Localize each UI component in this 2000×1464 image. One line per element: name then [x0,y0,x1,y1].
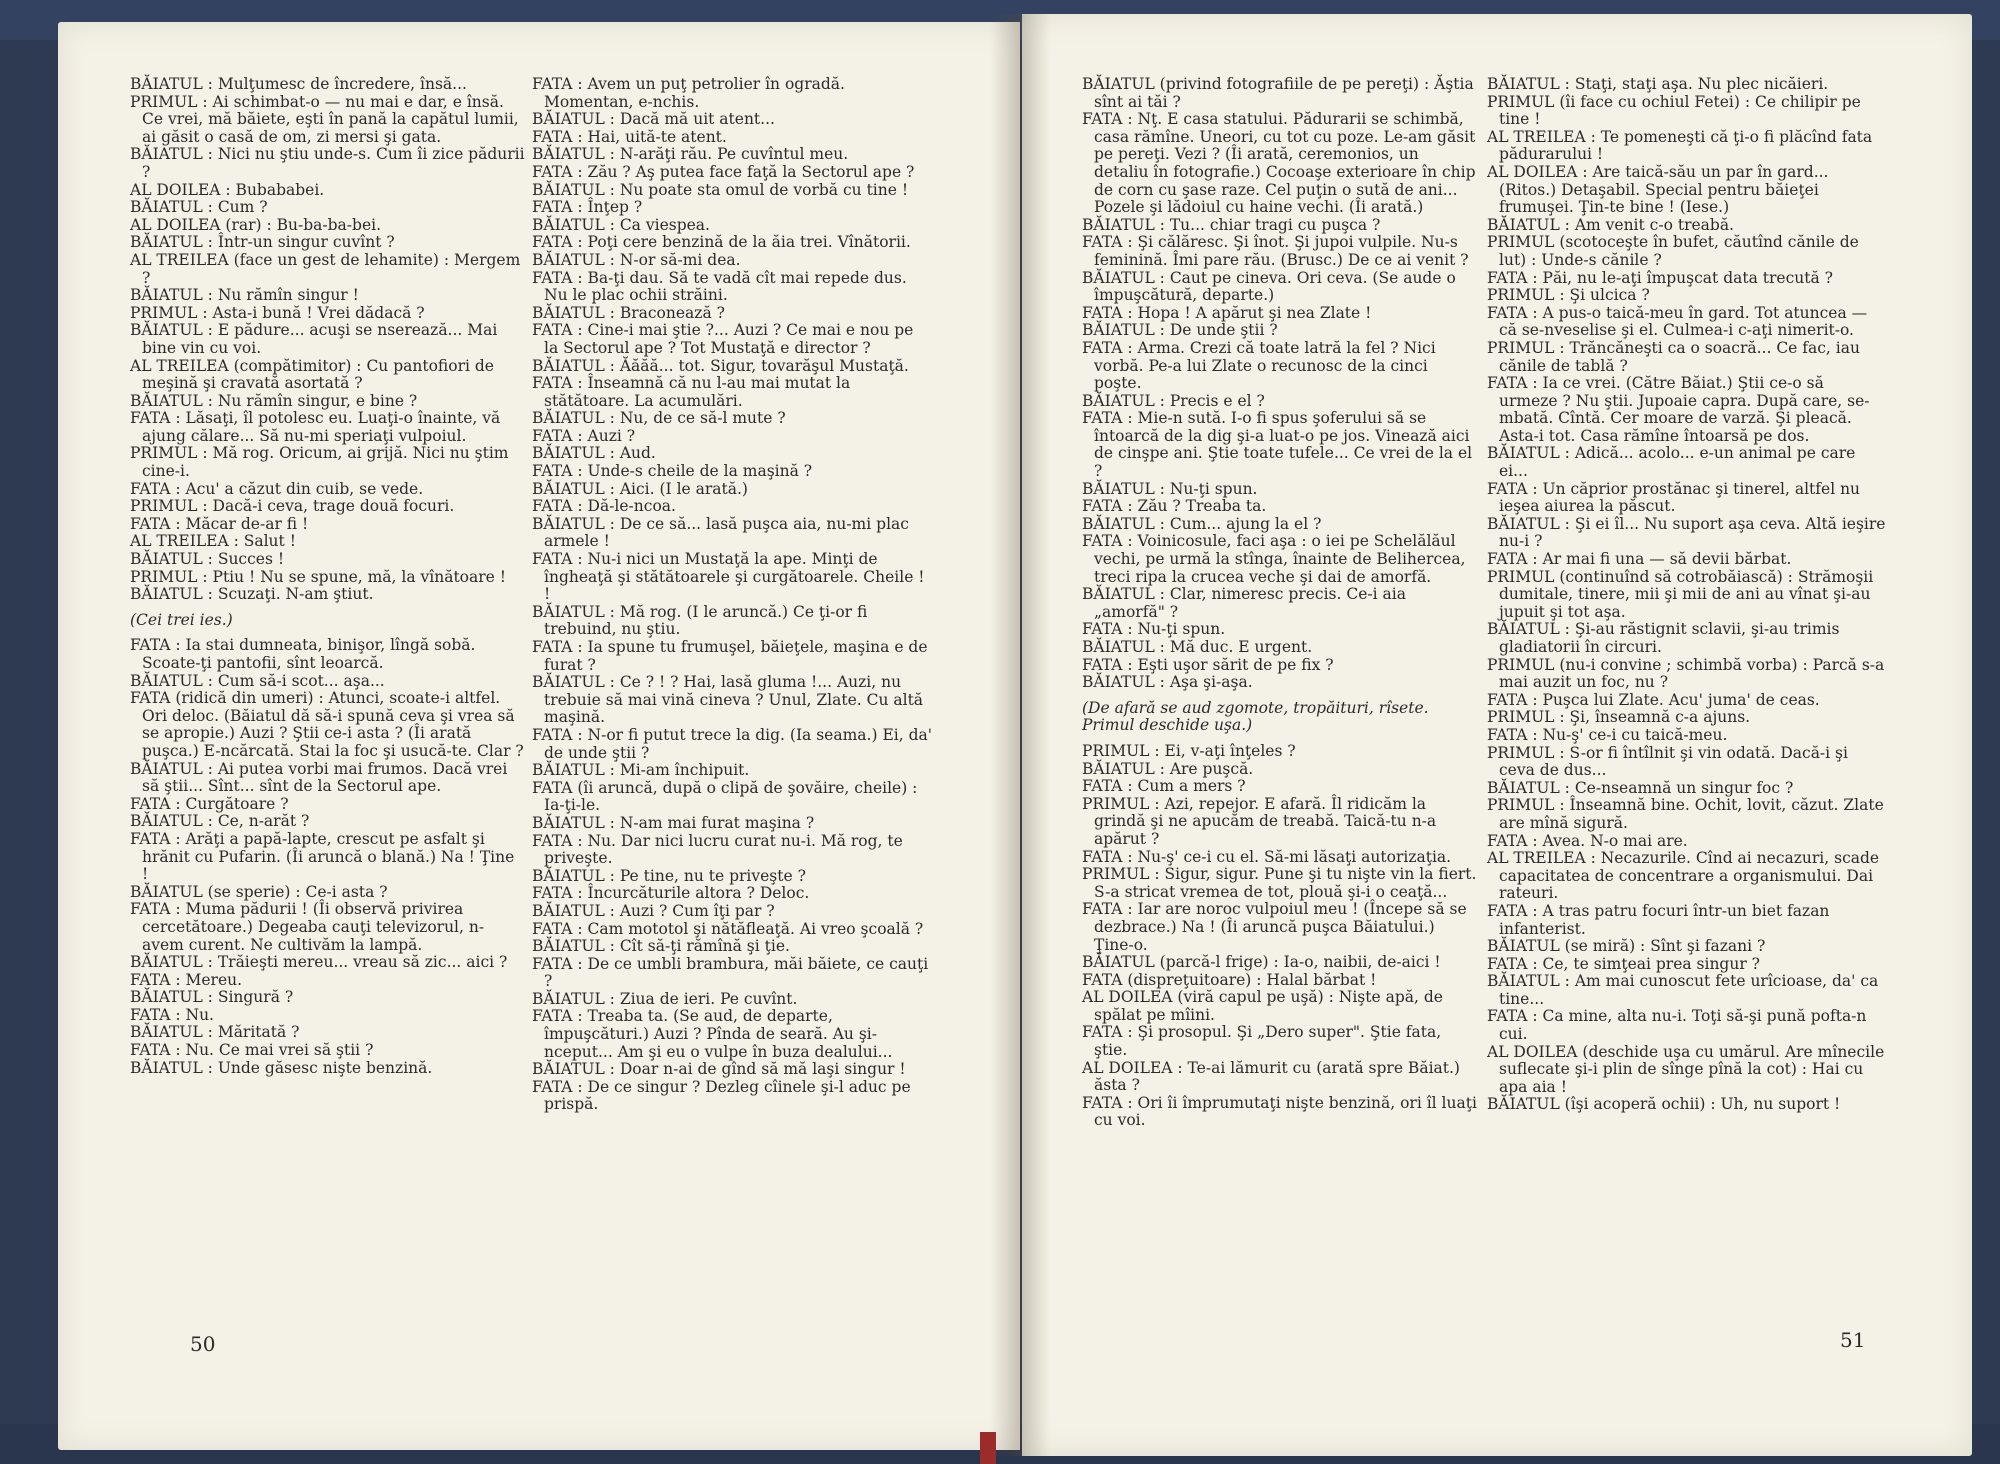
dialogue-line: BĂIATUL (îşi acoperă ochii) : Uh, nu suport ! [1487,1095,1841,1114]
dialogue-line: BĂIATUL : Braconează ? [532,303,725,322]
bookmark-ribbon [980,1432,996,1464]
dialogue-line: BĂIATUL : Cum... ajung la el ? [1082,514,1322,533]
page-number-right: 51 [1840,1328,1866,1352]
dialogue-line: AL DOILEA : Are taică-său un par în gard... (Ritos.) Detaşabil. Special pentru băieţei frumuşei. Ţin-te bine ! (Iese.) [1487,162,1829,217]
dialogue-line: AL TREILEA : Salut ! [130,532,296,551]
dialogue-line: BĂIATUL (se sperie) : Ce-i asta ? [130,882,388,901]
dialogue-line: BĂIATUL : Precis e el ? [1082,391,1265,410]
dialogue-line: BĂIATUL : De ce să... lasă puşca aia, nu-mi plac armele ! [532,514,909,551]
dialogue-line: PRIMUL : Sigur, sigur. Pune şi tu nişte vin la fiert. S-a stricat vremea de tot, plouă şi-i o ceaţă... [1082,865,1477,901]
dialogue-line: FATA : Încurcăturile altora ? Deloc. [532,884,810,903]
dialogue-line: BĂIATUL : Mă rog. (I le aruncă.) Ce ţi-or fi trebuind, nu ştiu. [532,602,868,639]
dialogue-line: BĂIATUL : N-am mai furat maşina ? [532,813,815,832]
dialogue-line: BĂIATUL : Ca viespea. [532,215,710,234]
dialogue-line: PRIMUL : Şi ulcica ? [1487,286,1650,305]
dialogue-line: PRIMUL : S-or fi întîlnit şi vin odată. Dacă-i şi ceva de dus... [1487,743,1848,780]
dialogue-line: FATA : Ia stai dumneata, binişor, lîngă sobă. Scoate-ţi pantofii, sînt leoarcă. [130,636,476,672]
dialogue-line: FATA : Înţep ? [532,198,643,217]
dialogue-line: FATA : Poţi cere benzină de la ăia trei. Vînătorii. [532,233,911,252]
dialogue-line: FATA : Cine-i mai ştie ?... Auzi ? Ce mai e nou pe la Sectorul ape ? Tot Mustaţă e director ? [532,321,914,357]
dialogue-line: AL DOILEA (viră capul pe uşă) : Nişte apă, de spălat pe mîini. [1082,988,1443,1024]
dialogue-line: BĂIATUL : Ce-nseamnă un singur foc ? [1487,778,1794,797]
dialogue-line: AL DOILEA (deschide uşa cu umărul. Are mînecile suflecate şi-i plin de sînge pînă la cot) : Hai cu apa aia ! [1487,1042,1885,1096]
dialogue-line: FATA : Dă-le-ncoa. [532,497,676,516]
dialogue-line: BĂIATUL : Unde găsesc nişte benzină. [130,1058,433,1077]
dialogue-line: FATA : Nu-ţi spun. [1082,620,1226,639]
dialogue-line: FATA : Arăţi a papă-lapte, crescut pe asfalt şi hrănit cu Pufarin. (Îi aruncă o blană.) Na ! Ţine ! [130,829,515,884]
dialogue-line: FATA : Auzi ? [532,426,636,445]
dialogue-line: FATA : Eşti uşor sărit de pe fix ? [1082,655,1334,674]
dialogue-line: FATA : Ar mai fi una — să devii bărbat. [1487,550,1792,569]
dialogue-line: FATA : Arma. Crezi că toate latră la fel ? Nici vorbă. Pe-a lui Zlate o recunosc de la cinci poşte. [1082,338,1436,393]
dialogue-line: FATA : Acu' a căzut din cuib, se vede. [130,479,424,498]
dialogue-line: FATA : Muma pădurii ! (Îi observă privirea cercetătoare.) Degeaba cauţi televizorul, n-avem curent. Ne cultivăm la lampă. [130,900,485,954]
dialogue-line: FATA : Ce, te simţeai prea singur ? [1487,954,1760,973]
dialogue-line: FATA : Hai, uită-te atent. [532,127,727,146]
dialogue-line: FATA : Lăsaţi, îl potolesc eu. Luaţi-o înainte, vă ajung călare... Să nu-mi speriaţi vulpoiul. [130,409,501,445]
dialogue-line: AL TREILEA (compătimitor) : Cu pantofiori de meşină şi cravată asortată ? [130,356,494,393]
dialogue-line: BĂIATUL : Doar n-ai de gînd să mă laşi singur ! [532,1060,906,1079]
dialogue-line: FATA : Avea. N-o mai are. [1487,831,1688,850]
dialogue-line: FATA : Şi călăresc. Şi înot. Şi jupoi vulpile. Nu-s feminină. Îmi pare rău. (Brusc.) De ce ai venit ? [1082,233,1469,269]
dialogue-line: AL TREILEA (face un gest de lehamite) : Mergem ? [130,250,521,287]
dialogue-line: BĂIATUL : Adică... acolo... e-un animal pe care ei... [1487,444,1856,481]
dialogue-line: BĂIATUL : Şi ei îl... Nu suport aşa ceva. Altă ieşire nu-i ? [1487,514,1886,551]
dialogue-line: BĂIATUL : Auzi ? Cum îţi par ? [532,901,775,920]
dialogue-line: FATA : N-or fi putut trece la dig. (Ia seama.) Ei, da' de unde ştii ? [532,725,932,762]
dialogue-line: FATA : Unde-s cheile de la maşină ? [532,462,813,481]
dialogue-line: PRIMUL : Azi, repejor. E afară. Îl ridicăm la grindă şi ne apucăm de treabă. Taică-tu n-a apărut ? [1082,794,1437,848]
dialogue-line: PRIMUL (nu-i convine ; schimbă vorba) : Parcă s-a mai auzit un foc, nu ? [1487,655,1885,692]
dialogue-line: AL DOILEA : Bubababei. [130,180,325,199]
dialogue-line: FATA : A pus-o taică-meu în gard. Tot atuncea — că se-nveselise şi el. Culmea-i c-aţi nimerit-o. [1487,303,1868,340]
dialogue-line: FATA : Avem un puţ petrolier în ogradă. Momentan, e-nchis. [532,75,845,111]
dialogue-line: BĂIATUL : Tu... chiar tragi cu puşca ? [1082,215,1381,234]
dialogue-line: FATA : Un căprior prostănac şi tinerel, altfel nu ieşea aiurea la păscut. [1487,479,1861,516]
dialogue-line: BĂIATUL : Nici nu ştiu unde-s. Cum îi zice pădurii ? [130,145,525,181]
dialogue-line: BĂIATUL : Şi-au răstignit sclavii, şi-au trimis gladiatorii în circuri. [1487,620,1840,656]
dialogue-line: BĂIATUL : Singură ? [130,988,294,1007]
dialogue-line: FATA : De ce singur ? Dezleg cîinele şi-l aduc pe prispă. [532,1077,911,1114]
dialogue-line: FATA : Zău ? Aş putea face faţă la Sectorul ape ? [532,162,915,181]
dialogue-line: BĂIATUL : Dacă mă uit atent... [532,110,775,129]
dialogue-line: FATA : Nu-ş' ce-i cu taică-meu. [1487,725,1728,744]
dialogue-line: PRIMUL (îi face cu ochiul Fetei) : Ce chilipir pe tine ! [1487,92,1861,129]
dialogue-line: PRIMUL : Mă rog. Oricum, ai grijă. Nici nu ştim cine-i. [130,444,509,481]
dialogue-line: FATA (îi aruncă, după o clipă de şovăire, cheile) : Ia-ţi-le. [532,778,918,815]
dialogue-line: BĂIATUL : Ce, n-arăt ? [130,812,310,831]
dialogue-line: BĂIATUL : Cît să-ţi rămînă şi ţie. [532,937,790,956]
dialogue-line: BĂIATUL : Mulţumesc de încredere, însă... [130,75,467,93]
dialogue-line: BĂIATUL : Într-un singur cuvînt ? [130,233,395,252]
dialogue-line: BĂIATUL (privind fotografiile de pe pereţi) : Ăştia sînt ai tăi ? [1082,75,1474,111]
dialogue-line: BĂIATUL : Nu-ţi spun. [1082,479,1258,498]
dialogue-line: FATA : Nu. Ce mai vrei să ştii ? [130,1041,374,1060]
dialogue-line: BĂIATUL : Ziua de ieri. Pe cuvînt. [532,989,798,1008]
dialogue-line: FATA : A tras patru focuri într-un biet fazan infanterist. [1487,901,1830,938]
dialogue-line: BĂIATUL : Ăăăă... tot. Sigur, tovarăşul Mustaţă. [532,356,909,375]
dialogue-line: BĂIATUL : Nu rămîn singur, e bine ? [130,391,418,410]
dialogue-line: FATA : De ce umbli brambura, măi băiete, ce cauţi ? [532,954,929,991]
dialogue-line: FATA : Nu. [130,1005,214,1024]
dialogue-line: BĂIATUL : Aud. [532,444,656,463]
dialogue-line: PRIMUL (scotoceşte în bufet, căutînd cănile de lut) : Unde-s cănile ? [1487,233,1859,269]
right-page-column-2 [1487,76,1887,1114]
dialogue-line: BĂIATUL : De unde ştii ? [1082,321,1278,340]
dialogue-line: BĂIATUL : Clar, nimeresc precis. Ce-i aia „amorfă" ? [1082,585,1406,621]
dialogue-line: FATA : Înseamnă că nu l-au mai mutat la stătătoare. La acumulări. [532,374,851,410]
dialogue-line: BĂIATUL : Pe tine, nu te priveşte ? [532,866,806,885]
dialogue-line: PRIMUL : Ptiu ! Nu se spune, mă, la vînătoare ! [130,567,506,586]
dialogue-line: BĂIATUL : Cum să-i scot... aşa... [130,671,385,690]
dialogue-line: FATA : Nu-i nici un Mustaţă la ape. Minţi de îngheaţă şi stătătoarele şi curgătoarele. Cheile ! ! [532,550,925,604]
dialogue-line: PRIMUL : Înseamnă bine. Ochit, lovit, căzut. Zlate are mînă sigură. [1487,796,1884,832]
dialogue-line: FATA : Mereu. [130,970,243,989]
dialogue-line: FATA (ridică din umeri) : Atunci, scoate-i altfel. Ori deloc. (Băiatul dă să-i spună ceva şi vrea să se apropie.) Auzi ? Ştii ce-i asta ? (Îi arată puşca.) E-ncărcată. Stai la foc şi usucă-te. Clar ? [130,689,524,760]
dialogue-line: FATA : Cam mototol şi nătăfleaţă. Ai vreo şcoală ? [532,919,924,938]
dialogue-line: BĂIATUL : Scuzaţi. N-am ştiut. [130,585,374,604]
dialogue-line: PRIMUL : Trăncăneşti ca o soacră... Ce fac, iau cănile de tablă ? [1487,338,1860,375]
dialogue-line: BĂIATUL : Mă duc. E urgent. [1082,638,1313,656]
dialogue-line: BĂIATUL : Măritată ? [130,1023,300,1042]
dialogue-line: BĂIATUL (parcă-l frige) : Ia-o, naibii, de-aici ! [1082,953,1441,972]
left-page-column-2 [532,76,932,1114]
dialogue-line: FATA (dispreţuitoare) : Halal bărbat ! [1082,970,1377,989]
dialogue-line: BĂIATUL : Nu poate sta omul de vorbă cu tine ! [532,180,909,199]
dialogue-line: FATA : Nu-ş' ce-i cu el. Să-mi lăsaţi autorizaţia. [1082,847,1452,866]
dialogue-line: BĂIATUL : Ce ? ! ? Hai, lasă gluma !... Auzi, nu trebuie să mai vină cineva ? Unul, Zlate. Cu altă maşină. [532,673,924,727]
dialogue-line: FATA : Iar are noroc vulpoiul meu ! (Începe să se dezbrace.) Na ! (Îi aruncă puşca Băiatului.) Ţine-o. [1082,900,1467,954]
dialogue-line: BĂIATUL : Cum ? [130,198,268,217]
dialogue-line: FATA : Mie-n sută. I-o fi spus şoferului să se întoarcă de la dig şi-a luat-o pe jos. Vinează aici de cinşpe ani. Ştie toate tufele... Ce vrei de la el ? [1082,409,1473,481]
dialogue-line: BĂIATUL : Trăieşti mereu... vreau să zic... aici ? [130,953,508,972]
dialogue-line: FATA : Nu. Dar nici lucru curat nu-i. Mă rog, te priveşte. [532,831,903,868]
dialogue-line: BĂIATUL : Aşa şi-aşa. [1082,673,1253,692]
left-page-column-1 [130,76,525,1077]
dialogue-line: AL TREILEA : Te pomeneşti că ţi-o fi plăcînd fata pădurarului ! [1487,127,1873,164]
dialogue-line: AL DOILEA (rar) : Bu-ba-ba-bei. [130,215,382,234]
page-number-left: 50 [190,1332,216,1356]
dialogue-line: FATA : Puşca lui Zlate. Acu' juma' de ceas. [1487,690,1820,709]
dialogue-line: FATA : Ca mine, alta nu-i. Toţi să-şi pună pofta-n cui. [1487,1007,1867,1044]
dialogue-line: BĂIATUL : Staţi, staţi aşa. Nu plec nicăieri. [1487,75,1829,93]
dialogue-line: FATA : Ia ce vrei. (Către Băiat.) Ştii ce-o să urmeze ? Nu ştii. Jupoaie capra. După care, se-mbată. Cîntă. Cer moare de varză. Şi pleacă. Asta-i tot. Casa rămîne întoarsă pe dos. [1487,374,1870,445]
dialogue-line: FATA : Cum a mers ? [1082,777,1246,796]
dialogue-line: FATA : Ba-ţi dau. Să te vadă cît mai repede dus. Nu le plac ochii străini. [532,268,907,305]
dialogue-line: BĂIATUL : N-arăţi rău. Pe cuvîntul meu. [532,145,849,164]
dialogue-line: FATA : Treaba ta. (Se aud, de departe, împuşcături.) Auzi ? Pînda de seară. Au şi-nceput... Am şi eu o vulpe în buza dealului... [532,1007,893,1061]
dialogue-line: (Cei trei ies.) [130,610,233,629]
dialogue-line: BĂIATUL : Succes ! [130,550,285,569]
dialogue-line: BĂIATUL : Mi-am închipuit. [532,761,750,780]
dialogue-line: FATA : Păi, nu le-aţi împuşcat data trecută ? [1487,268,1833,287]
dialogue-line: PRIMUL : Dacă-i ceva, trage două focuri. [130,497,455,516]
dialogue-line: BĂIATUL : Aici. (I le arată.) [532,479,748,498]
dialogue-line: FATA : Măcar de-ar fi ! [130,514,309,533]
dialogue-line: FATA : Hopa ! A apărut şi nea Zlate ! [1082,303,1372,322]
dialogue-line: FATA : Curgătoare ? [130,794,289,813]
dialogue-line: BĂIATUL (se miră) : Sînt şi fazani ? [1487,937,1766,956]
right-page-column-1 [1082,76,1477,1130]
dialogue-line: FATA : Zău ? Treaba ta. [1082,497,1267,516]
dialogue-line: BĂIATUL : E pădure... acuşi se nserează... Mai bine vin cu voi. [130,321,498,357]
dialogue-line: BĂIATUL : N-or să-mi dea. [532,250,741,269]
dialogue-line: AL TREILEA : Necazurile. Cînd ai necazuri, scade capacitatea de concentrare a organismului. Dai rateuri. [1487,849,1880,903]
dialogue-line: BĂIATUL : Am mai cunoscut fete urîcioase, da' ca tine... [1487,972,1879,1008]
dialogue-line: BĂIATUL : Are puşcă. [1082,759,1254,778]
dialogue-line: BĂIATUL : Ai putea vorbi mai frumos. Dacă vrei să ştii... Sînt... sînt de la Sectorul ape. [130,759,508,796]
dialogue-line: FATA : Ia spune tu frumuşel, băieţele, maşina e de furat ? [532,638,928,674]
dialogue-line: PRIMUL : Ai schimbat-o — nu mai e dar, e însă. Ce vrei, mă băiete, eşti în pană la capătul lumii, ai găsit o casă de om, zi mersi şi gata. [130,92,519,146]
dialogue-line: PRIMUL : Şi, înseamnă c-a ajuns. [1487,708,1751,727]
dialogue-line: BĂIATUL : Nu, de ce să-l mute ? [532,409,786,428]
dialogue-line: PRIMUL : Ei, v-aţi înţeles ? [1082,741,1296,760]
dialogue-line: FATA : Şi prosopul. Şi „Dero super". Ştie fata, ştie. [1082,1023,1442,1060]
dialogue-line: AL DOILEA : Te-ai lămurit cu (arată spre Băiat.) ăsta ? [1082,1058,1460,1095]
dialogue-line: FATA : Voinicosule, faci aşa : o iei pe Schelălăul vechi, pe urmă la stînga, înainte de Belihercea, treci ripa la crucea veche şi dai de amorfă. [1082,532,1466,586]
dialogue-line: PRIMUL : Asta-i bună ! Vrei dădacă ? [130,303,425,322]
dialogue-line: FATA : Ori îi împrumutaţi nişte benzină, ori îl luaţi cu voi. [1082,1093,1477,1130]
dialogue-line: BĂIATUL : Am venit c-o treabă. [1487,215,1734,234]
dialogue-line: BĂIATUL : Caut pe cineva. Ori ceva. (Se aude o împuşcătură, departe.) [1082,268,1456,305]
book-gutter [990,14,1050,1456]
dialogue-line: (De afară se aud zgomote, tropăituri, rîsete. Primul deschide uşa.) [1082,698,1429,735]
dialogue-line: BĂIATUL : Nu rămîn singur ! [130,286,359,305]
dialogue-line: FATA : Nţ. E casa statului. Pădurarii se schimbă, casa rămîne. Uneori, cu tot cu poze. Le-am găsit pe pereţi. Vezi ? (Îi arată, ceremonios, un detaliu în fotografie.) Cocoaşe exterioare în chip de corn cu şase raze. Cel puţin o sută de ani... Pozele şi lădoiul cu haine vechi. (Îi arată.) [1082,110,1476,217]
dialogue-line: PRIMUL (continuînd să cotrobăiască) : Strămoşii dumitale, tinere, mii şi mii de ani au vînat şi-au jupuit şi tot aşa. [1487,567,1874,621]
